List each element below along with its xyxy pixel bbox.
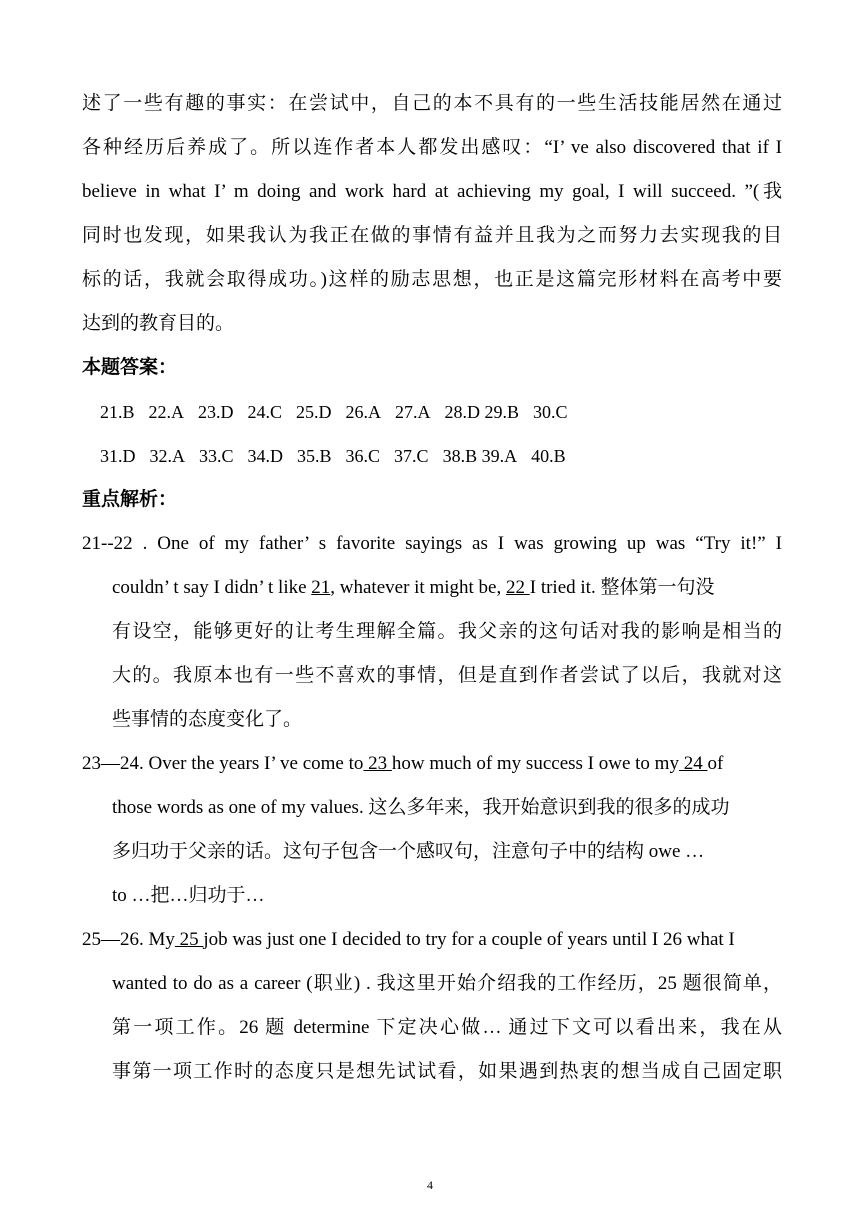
text-line: 事第一项工作时的态度只是想先试试看，如果遇到热衷的想当成自己固定职 [112, 1061, 782, 1082]
blank-22: 22 [506, 577, 530, 598]
answer-item: 38.B 39.A [442, 446, 518, 466]
answer-item: 36.C [345, 446, 381, 466]
page-number: 4 [427, 1178, 433, 1192]
answer-item: 37.C [394, 446, 429, 466]
blank-23: 23 [363, 753, 392, 774]
blank-21: 21 [311, 577, 331, 598]
text-line: 各种经历后养成了。所以连作者本人都发出感叹：“I’ ve also discovered that if I [82, 137, 782, 158]
answers-row-1 [82, 390, 782, 434]
text-run: 25—26. My [82, 929, 175, 950]
answer-item: 23.D [198, 402, 234, 422]
answer-item: 40.B [531, 446, 566, 466]
answer-item: 24.C [247, 402, 283, 422]
answer-item: 31.D [100, 446, 136, 466]
text-line: 有设空，能够更好的让考生理解全篇。我父亲的这句话对我的影响是相当的 [112, 621, 782, 642]
blank-24: 24 [678, 753, 708, 774]
blank-25: 25 [174, 929, 204, 950]
text-line: believe in what I’ m doing and work hard at achieving my goal, I will succeed. ”(我 [82, 181, 782, 202]
answer-item: 25.D [296, 402, 332, 422]
text-line: those words as one of my values. 这么多年来，我开始意识到我的很多的成功 [112, 797, 730, 818]
analysis-item-21-22 [82, 522, 782, 742]
text-run: job was just one I decided to try for a couple of years until I 26 what I [203, 929, 735, 950]
text-run: 23—24. Over the years I’ ve come to [82, 753, 364, 774]
answers-heading: 本题答案： [82, 357, 178, 378]
answer-item: 26.A [345, 402, 382, 422]
text-line: 达到的教育目的。 [82, 313, 235, 334]
analysis-heading: 重点解析： [82, 489, 178, 510]
text-line: 第一项工作。26 题 determine 下定决心做… 通过下文可以看出来，我在从 [112, 1017, 782, 1038]
text-line: 多归功于父亲的话。这句子包含一个感叹句，注意句子中的结构 owe … [112, 841, 705, 862]
item-second-line [82, 566, 782, 610]
answer-item: 28.D 29.B [444, 402, 520, 422]
intro-paragraph [82, 82, 782, 346]
text-line: 标的话，我就会取得成功。)这样的励志思想，也正是这篇完形材料在高考中要 [82, 269, 782, 290]
answer-item: 27.A [395, 402, 431, 422]
text-run: I tried it. 整体第一句没 [529, 577, 715, 598]
text-line: to …把…归功于… [112, 885, 265, 906]
analysis-item-25-26 [82, 918, 782, 1094]
answer-item: 30.C [533, 402, 568, 422]
answers-row-2 [82, 434, 782, 478]
text-run: , whatever it might be, [330, 577, 506, 598]
answer-item: 21.B [100, 402, 135, 422]
answer-item: 34.D [247, 446, 284, 466]
item-first-line [82, 918, 782, 962]
item-first-line [82, 742, 782, 786]
text-run: how much of my success I owe to my [391, 753, 679, 774]
analysis-item-23-24 [82, 742, 782, 918]
item-first-line: 21--22 . One of my father’ s favorite sayings as I was growing up was “Try it!” I [82, 533, 782, 554]
text-run: of [707, 753, 724, 774]
text-line: 些事情的态度变化了。 [112, 709, 303, 730]
document-page [82, 82, 782, 1094]
answer-item: 22.A [148, 402, 185, 422]
answer-item: 35.B [297, 446, 332, 466]
text-run: couldn’ t say I didn’ t like [112, 577, 312, 598]
answer-item: 32.A [149, 446, 185, 466]
text-line: 同时也发现，如果我认为我正在做的事情有益并且我为之而努力去实现我的目 [82, 225, 782, 246]
text-line: 述了一些有趣的事实：在尝试中，自己的本不具有的一些生活技能居然在通过 [82, 93, 782, 114]
text-line: 大的。我原本也有一些不喜欢的事情，但是直到作者尝试了以后，我就对这 [112, 665, 782, 686]
answer-item: 33.C [199, 446, 234, 466]
text-line: wanted to do as a career (职业) . 我这里开始介绍我的工作经历，25 题很简单， [112, 973, 782, 994]
